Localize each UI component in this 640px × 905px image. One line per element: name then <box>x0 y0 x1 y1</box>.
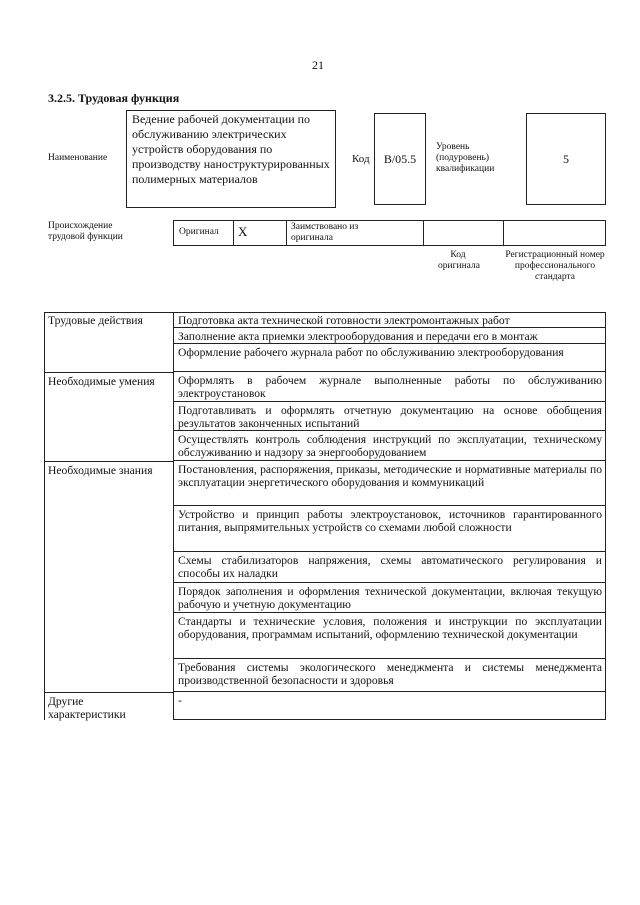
skill-item: Осуществлять контроль соблюдения инструкций по эксплуатации, техническому обслуживанию и надзору за энергооборудованием <box>173 431 606 461</box>
original-label: Оригинал <box>179 227 219 237</box>
borrowed-label: Заимствовано из оригинала <box>291 222 359 243</box>
code-original-label: Код оригинала <box>438 250 480 271</box>
knowledge-item: Порядок заполнения и оформления технической документации, включая текущую рабочую и учетную документацию <box>173 583 606 613</box>
reg-number-label: Регистрационный номер профессионального стандарта <box>505 250 605 282</box>
code-value-box <box>374 113 426 205</box>
skill-item: Подготавливать и оформлять отчетную документацию на основе обобщения результатов законченных испытаний <box>173 402 606 431</box>
name-value: Ведение рабочей документации по обслуживанию электрических устройств оборудования по производству наноструктурированных полимерных материалов <box>132 112 330 186</box>
origin-label: Происхождение трудовой функции <box>48 221 123 242</box>
knowledge-item: Устройство и принцип работы электроустановок, источников гарантированного питания, выпрямительных устройств со схемами любой сложности <box>173 506 606 552</box>
other-value: - <box>173 692 606 720</box>
code-label: Код <box>352 153 370 165</box>
other-label: Другие характеристики <box>48 695 126 721</box>
knowledge-item: Постановления, распоряжения, приказы, методические и нормативные материалы по эксплуатации энергетического оборудования и коммуникаций <box>173 461 606 506</box>
knowledge-item: Стандарты и технические условия, положения и инструкции по эксплуатации оборудования, программам испытаний, оформлению технической документации <box>173 613 606 659</box>
level-value: 5 <box>563 152 569 166</box>
code-value: В/05.5 <box>383 152 417 166</box>
knowledge-item: Требования системы экологического менеджмента и системы менеджмента производственной безопасности и здоровья <box>173 659 606 692</box>
labor-actions-label: Трудовые действия <box>48 314 143 327</box>
labor-action-item: Подготовка акта технической готовности электромонтажных работ <box>173 312 606 328</box>
name-value-box <box>126 110 336 208</box>
original-mark: X <box>238 224 248 239</box>
skills-label: Необходимые умения <box>48 375 155 388</box>
level-label: Уровень (подуровень) квалификации <box>436 142 495 174</box>
knowledge-label: Необходимые знания <box>48 464 153 477</box>
section-title: 3.2.5. Трудовая функция <box>48 91 180 105</box>
labor-action-item: Оформление рабочего журнала работ по обслуживанию электрооборудования <box>173 344 606 372</box>
labor-action-item: Заполнение акта приемки электрооборудования и передачи его в монтаж <box>173 328 606 344</box>
skill-item: Оформлять в рабочем журнале выполненные работы по обслуживанию электроустановок <box>173 372 606 402</box>
level-value-box <box>526 113 606 205</box>
name-label: Наименование <box>48 153 108 163</box>
page-number: 21 <box>312 58 324 72</box>
knowledge-item: Схемы стабилизаторов напряжения, схемы автоматического регулирования и способы их наладки <box>173 552 606 583</box>
